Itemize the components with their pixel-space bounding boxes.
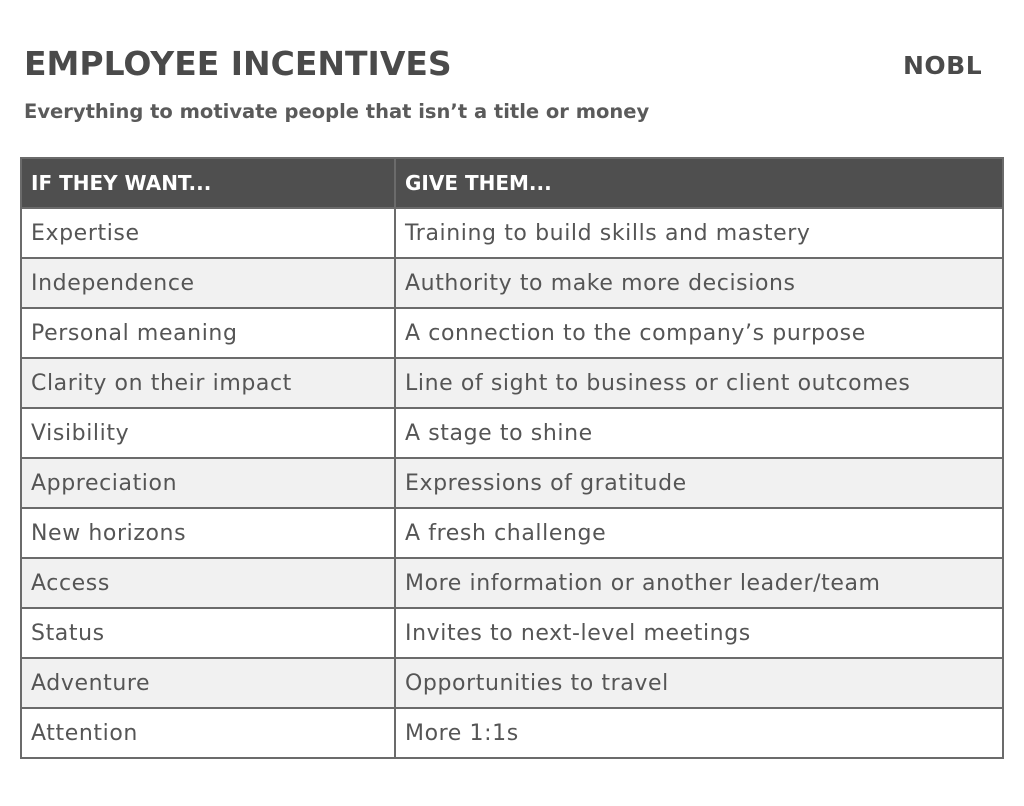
column-header-want: IF THEY WANT... — [21, 158, 395, 208]
table-row — [21, 658, 1003, 708]
give-cell: Invites to next-level meetings — [395, 608, 1003, 658]
table-row — [21, 358, 1003, 408]
nobl-logo: NOBL — [903, 51, 983, 80]
give-cell: A connection to the company’s purpose — [395, 308, 1003, 358]
table-row — [21, 458, 1003, 508]
give-cell: Expressions of gratitude — [395, 458, 1003, 508]
give-cell: Authority to make more decisions — [395, 258, 1003, 308]
page-subtitle: Everything to motivate people that isn’t a title or money — [24, 100, 650, 123]
table-row — [21, 508, 1003, 558]
want-cell: Status — [21, 608, 395, 658]
table-row — [21, 558, 1003, 608]
want-cell: Attention — [21, 708, 395, 758]
table-row — [21, 408, 1003, 458]
give-cell: A stage to shine — [395, 408, 1003, 458]
give-cell: A fresh challenge — [395, 508, 1003, 558]
column-header-give: GIVE THEM... — [395, 158, 1003, 208]
want-cell: New horizons — [21, 508, 395, 558]
want-cell: Visibility — [21, 408, 395, 458]
want-cell: Expertise — [21, 208, 395, 258]
want-cell: Clarity on their impact — [21, 358, 395, 408]
table-row — [21, 608, 1003, 658]
give-cell: Opportunities to travel — [395, 658, 1003, 708]
table-row — [21, 258, 1003, 308]
give-cell: Training to build skills and mastery — [395, 208, 1003, 258]
table-row — [21, 708, 1003, 758]
want-cell: Adventure — [21, 658, 395, 708]
incentives-table — [20, 157, 1004, 759]
table-row — [21, 308, 1003, 358]
give-cell: More information or another leader/team — [395, 558, 1003, 608]
want-cell: Access — [21, 558, 395, 608]
want-cell: Personal meaning — [21, 308, 395, 358]
give-cell: Line of sight to business or client outcomes — [395, 358, 1003, 408]
want-cell: Appreciation — [21, 458, 395, 508]
table-row — [21, 208, 1003, 258]
table-header-row — [21, 158, 1003, 208]
page-title: EMPLOYEE INCENTIVES — [24, 44, 452, 83]
give-cell: More 1:1s — [395, 708, 1003, 758]
want-cell: Independence — [21, 258, 395, 308]
